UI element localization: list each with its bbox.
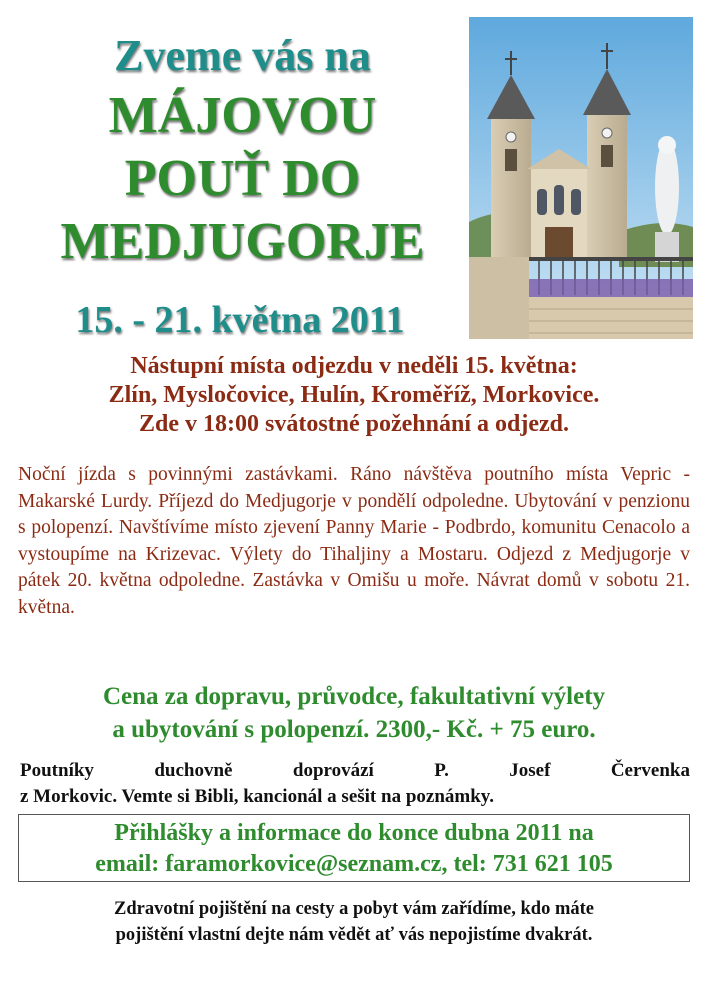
contact-line-2: email: faramorkovice@seznam.cz, tel: 731 621 105 — [95, 851, 613, 877]
price-line-2: a ubytování s polopenzí. 2300,- Kč. + 75 euro. — [112, 716, 596, 743]
departure-line-3: Zde v 18:00 svátostné požehnání a odjezd. — [138, 411, 570, 437]
title-invite: Zveme vás na — [114, 31, 371, 80]
departure-line-2: Zlín, Mysločovice, Hulín, Kroměříž, Morkovice. — [108, 382, 600, 408]
poster-title — [20, 28, 465, 273]
price-info — [14, 680, 694, 746]
pilgrimage-date: 15. - 21. května 2011 — [75, 299, 405, 341]
guide-word: Josef — [509, 760, 551, 781]
program-description: Noční jízda s povinnými zastávkami. Ráno návštěva poutního místa Vepric - Makarské Lurdy. Příjezd do Medjugorje v pondělí odpoledne. Ubytování v penzionu s polopenzí. Navštívíme místo zjevení Panny Marie - Podbrdo, komunitu Cenacolo a vystoupíme na Krizevac. Výlety do Tihaljiny a Mostaru. Odjezd z Medjugorje v pátek 20. května odpoledne. Zastávka v Omišu u moře. Návrat domů v sobotu 21. května. — [18, 464, 690, 618]
insurance-line-1: Zdravotní pojištění na cesty a pobyt vám zařídíme, kdo máte — [114, 899, 594, 919]
contact-box — [18, 814, 690, 882]
insurance-note — [14, 896, 694, 948]
guide-word: Červenka — [610, 760, 690, 781]
title-majovou: MÁJOVOU — [108, 87, 377, 144]
guide-word: Poutníky — [20, 760, 94, 781]
contact-line-1: Přihlášky a informace do konce dubna 2011 na — [114, 820, 594, 846]
insurance-line-2: pojištění vlastní dejte nám vědět ať vás nepojistíme dvakrát. — [115, 925, 593, 945]
price-line-1: Cena za dopravu, průvodce, fakultativní výlety — [102, 683, 606, 710]
title-medjugorje: MEDJUGORJE — [60, 213, 425, 270]
departure-line-1: Nástupní místa odjezdu v neděli 15. května: — [130, 353, 578, 379]
guide-line-1 — [20, 758, 690, 784]
spiritual-guide — [20, 758, 690, 810]
church-photo — [469, 17, 693, 339]
guide-word: doprovází — [292, 760, 374, 781]
departure-info — [14, 352, 694, 439]
guide-line-2: z Morkovic. Vemte si Bibli, kancionál a sešit na poznámky. — [20, 786, 494, 807]
guide-word: P. — [434, 760, 449, 781]
title-pout-do: POUŤ DO — [124, 150, 361, 207]
guide-word: duchovně — [154, 760, 233, 781]
